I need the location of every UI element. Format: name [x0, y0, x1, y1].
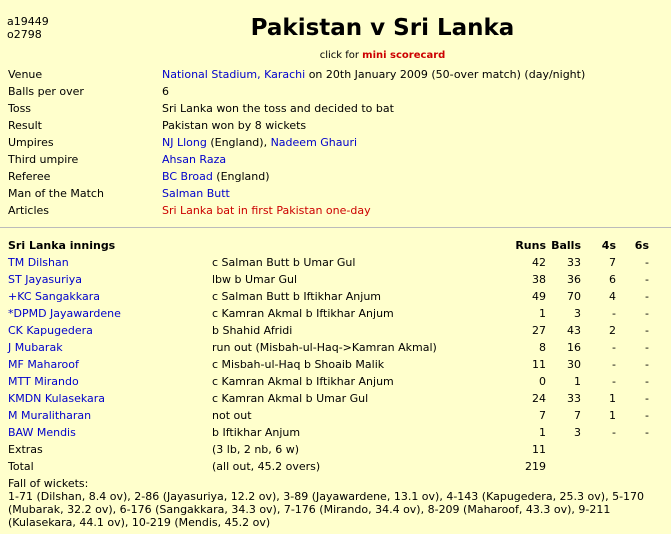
batsman-name-link-cell [8, 290, 100, 303]
page-title: Pakistan v Sri Lanka [250, 15, 515, 41]
referee-link[interactable]: BC Broad [162, 170, 213, 183]
batsman-runs: 8 [539, 341, 546, 354]
referee-value [162, 170, 270, 183]
match-id-1: a19449 [7, 15, 49, 28]
batsman-name-link[interactable]: BAW Mendis [8, 426, 76, 439]
batsman-runs: 1 [539, 307, 546, 320]
batsman-sixes: - [645, 392, 649, 405]
batsman-runs: 38 [532, 273, 546, 286]
man-of-match-value [162, 187, 230, 200]
batsman-balls: 3 [574, 426, 581, 439]
batsman-sixes: - [645, 324, 649, 337]
batsman-balls-cell [546, 358, 581, 371]
batsman-fours: 4 [609, 290, 616, 303]
info-row-toss [0, 100, 671, 117]
umpire-1-link[interactable]: NJ Llong [162, 136, 207, 149]
batsman-runs: 42 [532, 256, 546, 269]
fours-header: 4s [601, 239, 616, 252]
third-umpire-value [162, 153, 226, 166]
dismissal-cell [212, 409, 252, 422]
batsman-sixes: - [645, 409, 649, 422]
batsman-balls-cell [546, 392, 581, 405]
batsman-fours-cell [583, 375, 616, 388]
batsman-balls: 16 [567, 341, 581, 354]
batsman-fours: - [612, 358, 616, 371]
batsman-sixes-cell [616, 273, 649, 286]
batsman-runs-cell [500, 307, 546, 320]
batsman-fours-cell [583, 358, 616, 371]
batsman-fours-cell [583, 426, 616, 439]
batsman-row [0, 322, 671, 339]
total-runs: 219 [525, 460, 546, 473]
batsman-fours-cell [583, 273, 616, 286]
innings-title: Sri Lanka innings [8, 239, 116, 252]
venue-label: Venue [8, 68, 43, 81]
dismissal-cell [212, 426, 300, 439]
batsman-sixes: - [645, 256, 649, 269]
batsman-balls: 43 [567, 324, 581, 337]
batsman-sixes: - [645, 375, 649, 388]
batsman-balls: 30 [567, 358, 581, 371]
umpire-2-link[interactable]: Nadeem Ghauri [270, 136, 358, 149]
batsman-sixes: - [645, 341, 649, 354]
batsman-row [0, 288, 671, 305]
batsman-name-link[interactable]: TM Dilshan [8, 256, 69, 269]
batsman-balls-cell [546, 426, 581, 439]
venue-link[interactable]: National Stadium, Karachi [162, 68, 306, 81]
batsman-sixes-cell [616, 409, 649, 422]
result-value: Pakistan won by 8 wickets [162, 119, 307, 132]
section-divider [0, 227, 671, 228]
result-label: Result [8, 119, 42, 132]
batsman-row [0, 390, 671, 407]
toss-value: Sri Lanka won the toss and decided to bat [162, 102, 394, 115]
batsman-fours: 7 [609, 256, 616, 269]
batsman-balls-cell [546, 290, 581, 303]
batsman-fours: - [612, 307, 616, 320]
extras-label: Extras [8, 443, 43, 456]
total-detail: (all out, 45.2 overs) [212, 460, 321, 473]
batsman-name-link-cell [8, 375, 79, 388]
batsman-runs: 11 [532, 358, 546, 371]
fall-of-wickets-text: 1-71 (Dilshan, 8.4 ov), 2-86 (Jayasuriya, 12.2 ov), 3-89 (Jayawardene, 13.1 ov), 4-143 (Kapugedera, 25.3 ov), 5-170 (Mubarak, 32.2 ov), 6-176 (Sangakkara, 34.3 ov), 7-176 (Mirando, 34.4 ov), 8-209 (Maharoof, 43.3 ov), 9-211 (Kulasekara, 44.1 ov), 10-219 (Mendis, 45.2 ov) [8, 490, 645, 529]
batsman-row [0, 356, 671, 373]
batsman-row [0, 424, 671, 441]
info-row-result [0, 117, 671, 134]
batsman-row [0, 305, 671, 322]
dismissal: b Shahid Afridi [212, 324, 293, 337]
runs-header: Runs [515, 239, 546, 252]
batsman-sixes-cell [616, 358, 649, 371]
batsman-runs-cell [500, 256, 546, 269]
batsman-balls: 70 [567, 290, 581, 303]
info-row-articles [0, 202, 671, 219]
batsman-fours: 1 [609, 409, 616, 422]
match-id-2: o2798 [7, 28, 42, 41]
batsman-sixes-cell [616, 256, 649, 269]
dismissal: c Kamran Akmal b Umar Gul [212, 392, 369, 405]
balls-per-over-value: 6 [162, 85, 169, 98]
mini-scorecard-link[interactable]: mini scorecard [362, 50, 446, 61]
batsman-name-link-cell [8, 256, 69, 269]
batsman-runs: 49 [532, 290, 546, 303]
dismissal: b Iftikhar Anjum [212, 426, 301, 439]
umpire-1-country: (England), [206, 136, 271, 149]
extras-row [0, 441, 671, 458]
info-row-referee [0, 168, 671, 185]
dismissal: not out [212, 409, 252, 422]
batsman-sixes-cell [616, 375, 649, 388]
batsman-fours: - [612, 375, 616, 388]
batsman-runs: 27 [532, 324, 546, 337]
dismissal: c Salman Butt b Iftikhar Anjum [212, 290, 382, 303]
venue-value [162, 68, 585, 81]
batsman-runs-cell [500, 273, 546, 286]
batsman-runs-cell [500, 341, 546, 354]
batsman-name-link-cell [8, 324, 93, 337]
sixes-header: 6s [634, 239, 649, 252]
batsmen-list [0, 254, 671, 441]
batsman-balls-cell [546, 341, 581, 354]
third-umpire-label: Third umpire [8, 153, 79, 166]
batsman-runs-cell [500, 324, 546, 337]
batsman-name-link-cell [8, 273, 82, 286]
batsman-runs-cell [500, 358, 546, 371]
dismissal: c Kamran Akmal b Iftikhar Anjum [212, 307, 394, 320]
dismissal-cell [212, 358, 384, 371]
batsman-name-link-cell [8, 426, 76, 439]
batsman-row [0, 407, 671, 424]
batsman-runs-cell [500, 375, 546, 388]
info-row-umpires [0, 134, 671, 151]
batsman-name-link[interactable]: CK Kapugedera [8, 324, 93, 337]
batsman-balls: 7 [574, 409, 581, 422]
batsman-fours: - [612, 426, 616, 439]
dismissal: c Misbah-ul-Haq b Shoaib Malik [212, 358, 385, 371]
batsman-sixes: - [645, 358, 649, 371]
batsman-name-link[interactable]: +KC Sangakkara [8, 290, 100, 303]
mini-scorecard-prefix: click for [319, 50, 363, 61]
batsman-name-link[interactable]: KMDN Kulasekara [8, 392, 106, 405]
batsman-balls: 33 [567, 392, 581, 405]
batsman-sixes-cell [616, 324, 649, 337]
batsman-balls: 3 [574, 307, 581, 320]
batsman-balls-cell [546, 307, 581, 320]
innings-header [0, 237, 671, 254]
batsman-name-link[interactable]: MTT Mirando [8, 375, 79, 388]
man-of-match-label: Man of the Match [8, 187, 104, 200]
toss-label: Toss [8, 102, 32, 115]
umpires-value [162, 136, 357, 149]
batsman-runs-cell [500, 409, 546, 422]
batsman-name-link[interactable]: MF Maharoof [8, 358, 79, 371]
batsman-row [0, 271, 671, 288]
batsman-sixes: - [645, 426, 649, 439]
batsman-fours-cell [583, 409, 616, 422]
dismissal-cell [212, 375, 394, 388]
extras-detail: (3 lb, 2 nb, 6 w) [212, 443, 300, 456]
referee-country: (England) [212, 170, 270, 183]
articles-label: Articles [8, 204, 50, 217]
dismissal: lbw b Umar Gul [212, 273, 298, 286]
batsman-fours: 6 [609, 273, 616, 286]
batsman-fours: 2 [609, 324, 616, 337]
dismissal-cell [212, 273, 297, 286]
info-row-third-umpire [0, 151, 671, 168]
batsman-runs: 0 [539, 375, 546, 388]
batsman-fours-cell [583, 307, 616, 320]
dismissal-cell [212, 290, 381, 303]
dismissal-cell [212, 341, 437, 354]
batsman-sixes: - [645, 290, 649, 303]
batsman-balls-cell [546, 324, 581, 337]
venue-date: on 20th January 2009 (50-over match) (day/night) [305, 68, 586, 81]
balls-header: Balls [551, 239, 581, 252]
article-link[interactable]: Sri Lanka bat in first Pakistan one-day [162, 204, 371, 217]
batsman-name-link[interactable]: ST Jayasuriya [8, 273, 82, 286]
batsman-balls: 36 [567, 273, 581, 286]
batsman-sixes: - [645, 307, 649, 320]
info-row-venue [0, 66, 671, 83]
batsman-runs-cell [500, 392, 546, 405]
mini-scorecard-prompt [0, 50, 671, 61]
batsman-name-link-cell [8, 392, 105, 405]
batsman-name-link-cell [8, 358, 79, 371]
dismissal-cell [212, 392, 368, 405]
dismissal: run out (Misbah-ul-Haq->Kamran Akmal) [212, 341, 437, 354]
batsman-runs: 24 [532, 392, 546, 405]
batsman-row [0, 339, 671, 356]
referee-label: Referee [8, 170, 51, 183]
batsman-name-link[interactable]: *DPMD Jayawardene [8, 307, 121, 320]
dismissal: c Kamran Akmal b Iftikhar Anjum [212, 375, 394, 388]
dismissal: c Salman Butt b Umar Gul [212, 256, 356, 269]
batsman-fours: - [612, 341, 616, 354]
dismissal-cell [212, 324, 292, 337]
batsman-sixes-cell [616, 426, 649, 439]
dismissal-cell [212, 256, 355, 269]
batsman-fours-cell [583, 341, 616, 354]
articles-value [162, 204, 371, 217]
fall-of-wickets [8, 477, 668, 529]
match-info [0, 66, 671, 219]
umpires-label: Umpires [8, 136, 54, 149]
total-label: Total [8, 460, 34, 473]
batsman-sixes-cell [616, 290, 649, 303]
batsman-name-link-cell [8, 307, 121, 320]
man-of-match-link[interactable]: Salman Butt [162, 187, 230, 200]
batsman-sixes-cell [616, 341, 649, 354]
batsman-name-link[interactable]: J Mubarak [8, 341, 63, 354]
batsman-runs: 7 [539, 409, 546, 422]
batsman-fours-cell [583, 290, 616, 303]
batsman-balls: 1 [574, 375, 581, 388]
batsman-balls-cell [546, 273, 581, 286]
batsman-fours-cell [583, 324, 616, 337]
extras-runs: 11 [532, 443, 546, 456]
info-row-balls-per-over [0, 83, 671, 100]
batsman-fours-cell [583, 256, 616, 269]
total-row [0, 458, 671, 475]
fall-of-wickets-label: Fall of wickets: [8, 477, 89, 490]
batsman-runs: 1 [539, 426, 546, 439]
batsman-row [0, 254, 671, 271]
batsman-name-link-cell [8, 409, 91, 422]
batsman-fours: 1 [609, 392, 616, 405]
batsman-fours-cell [583, 392, 616, 405]
dismissal-cell [212, 307, 394, 320]
batsman-balls-cell [546, 409, 581, 422]
batsman-sixes: - [645, 273, 649, 286]
batsman-sixes-cell [616, 307, 649, 320]
innings-table [0, 237, 671, 475]
balls-per-over-label: Balls per over [8, 85, 84, 98]
batsman-sixes-cell [616, 392, 649, 405]
info-row-man-of-match [0, 185, 671, 202]
batsman-name-link[interactable]: M Muralitharan [8, 409, 92, 422]
batsman-balls-cell [546, 375, 581, 388]
third-umpire-link[interactable]: Ahsan Raza [162, 153, 227, 166]
batsman-name-link-cell [8, 341, 63, 354]
batsman-runs-cell [500, 426, 546, 439]
batsman-balls-cell [546, 256, 581, 269]
batsman-row [0, 373, 671, 390]
batsman-runs-cell [500, 290, 546, 303]
batsman-balls: 33 [567, 256, 581, 269]
